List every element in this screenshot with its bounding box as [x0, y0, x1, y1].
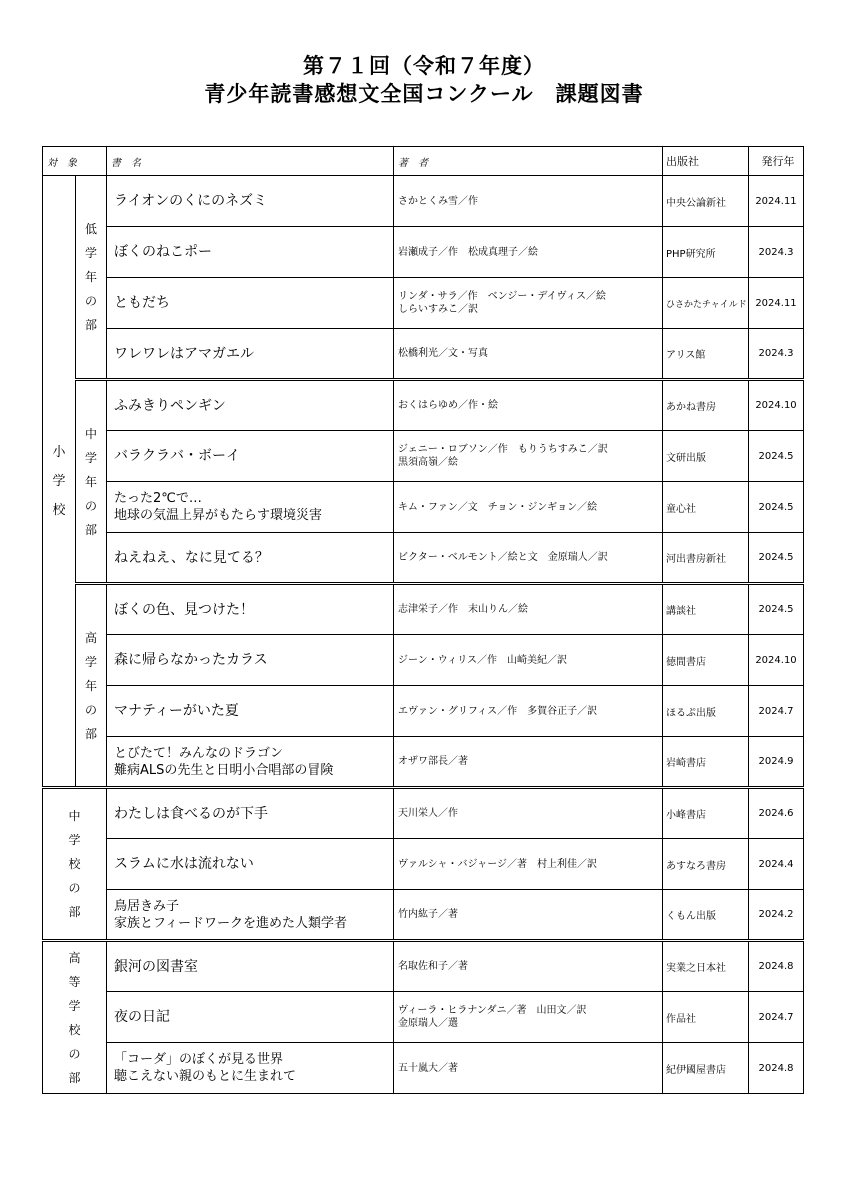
category-elementary: 小 学 校: [43, 176, 76, 788]
book-author-line: ヴァルシャ・バジャージ／著 村上利佳／訳: [398, 858, 598, 870]
book-title: [107, 482, 394, 533]
book-publisher: ひさかたチャイルド: [663, 278, 749, 329]
table-row: [43, 1043, 804, 1094]
book-year: 2024.8: [749, 941, 804, 992]
book-author: [394, 227, 663, 278]
book-author-line: 松橋利光／文・写真: [398, 348, 488, 359]
book-author: [394, 839, 663, 890]
book-year: 2024.3: [749, 329, 804, 380]
book-title: [107, 890, 394, 941]
book-year: 2024.5: [749, 482, 804, 533]
book-publisher: 童心社: [663, 482, 749, 533]
book-publisher: 講談社: [663, 584, 749, 635]
book-author: [394, 1043, 663, 1094]
book-author-line: リンダ・サラ／作 ベンジー・デイヴィス／絵: [398, 291, 607, 302]
book-title: [107, 176, 394, 227]
table-header-row: [43, 147, 804, 176]
table-row: [43, 431, 804, 482]
category-upper: 高 学 年 の 部: [76, 584, 107, 788]
book-title: [107, 227, 394, 278]
book-year: 2024.3: [749, 227, 804, 278]
book-author: [394, 941, 663, 992]
table-row: [43, 686, 804, 737]
book-title-line: ぼくの色、見つけた！: [114, 601, 254, 618]
book-title: [107, 329, 394, 380]
book-title-line: ともだち: [114, 295, 170, 311]
book-author-line: 五十嵐大／著: [398, 1062, 458, 1074]
table-row: [43, 584, 804, 635]
book-author-line: エヴァン・グリフィス／作 多賀谷正子／訳: [398, 705, 598, 717]
book-publisher: PHP研究所: [663, 227, 749, 278]
book-year: 2024.2: [749, 890, 804, 941]
book-author-line: 岩瀬成子／作 松成真理子／絵: [398, 246, 538, 258]
book-author: [394, 278, 663, 329]
table-row: [43, 482, 804, 533]
book-author: [394, 482, 663, 533]
book-author: [394, 431, 663, 482]
book-title: [107, 635, 394, 686]
book-author-line: キム・ファン／文 チョン・ジンギョン／絵: [398, 501, 598, 513]
book-author-line: 名取佐和子／著: [398, 961, 468, 972]
book-title: [107, 941, 394, 992]
book-author-line: 志津栄子／作 末山りん／絵: [398, 604, 528, 615]
header-book: 書 名: [107, 147, 394, 176]
book-title-line: ねえねえ、なに見てる？: [114, 549, 269, 566]
book-publisher: あかね書房: [663, 380, 749, 431]
book-author: [394, 635, 663, 686]
book-year: 2024.7: [749, 686, 804, 737]
category-junior-high: 中 学 校 の 部: [43, 788, 107, 941]
book-year: 2024.11: [749, 176, 804, 227]
book-author: [394, 737, 663, 788]
book-publisher: 岩崎書店: [663, 737, 749, 788]
book-author: [394, 890, 663, 941]
table-row: [43, 533, 804, 584]
book-title: [107, 278, 394, 329]
table-row: [43, 635, 804, 686]
book-year: 2024.5: [749, 533, 804, 584]
page-title-line1: 第７１回（令和７年度）: [303, 54, 545, 78]
book-title-line: ぼくのねこポー: [114, 244, 212, 260]
book-author-line: おくはらゆめ／作・絵: [398, 400, 498, 411]
book-publisher: くもん出版: [663, 890, 749, 941]
book-author-line: オザワ部長／著: [398, 756, 468, 767]
book-list-table: [42, 146, 804, 1094]
book-title-line: ふみきりペンギン: [114, 397, 226, 414]
book-author: [394, 533, 663, 584]
book-author-line: 天川栄人／作: [398, 808, 458, 819]
table-row: [43, 176, 804, 227]
book-author: [394, 788, 663, 839]
book-author-line: ビクター・ベルモント／絵と文 金原瑞人／訳: [398, 552, 608, 563]
book-title: [107, 533, 394, 584]
table-row: [43, 737, 804, 788]
book-publisher: あすなろ書房: [663, 839, 749, 890]
book-title: [107, 686, 394, 737]
book-publisher: 河出書房新社: [663, 533, 749, 584]
book-title: [107, 737, 394, 788]
book-year: 2024.10: [749, 635, 804, 686]
book-year: 2024.6: [749, 788, 804, 839]
book-title-line: とびたて！みんなのドラゴン: [114, 745, 284, 761]
book-author-line: ヴィーラ・ヒラナンダニ／著 山田文／訳: [398, 1005, 587, 1016]
book-title-line: たった2℃で…: [114, 491, 202, 506]
book-publisher: 徳間書店: [663, 635, 749, 686]
book-title-line: 銀河の図書室: [114, 958, 198, 975]
book-year: 2024.9: [749, 737, 804, 788]
book-publisher: ほるぷ出版: [663, 686, 749, 737]
book-publisher: 文研出版: [663, 431, 749, 482]
book-publisher: 紀伊國屋書店: [663, 1043, 749, 1094]
book-year: 2024.10: [749, 380, 804, 431]
book-year: 2024.11: [749, 278, 804, 329]
header-year: 発行年: [749, 147, 804, 176]
book-title: [107, 839, 394, 890]
category-lower: 低 学 年 の 部: [76, 176, 107, 380]
book-author: [394, 176, 663, 227]
header-author: 著 者: [394, 147, 663, 176]
book-title: [107, 380, 394, 431]
table-row: [43, 227, 804, 278]
book-publisher: 実業之日本社: [663, 941, 749, 992]
book-title-line: バラクラバ・ボーイ: [114, 448, 240, 464]
book-title-line: スラムに水は流れない: [114, 856, 254, 872]
book-author: [394, 686, 663, 737]
category-middle: 中 学 年 の 部: [76, 380, 107, 584]
table-row: [43, 329, 804, 380]
book-author-line: 黒須高嶺／絵: [398, 457, 458, 468]
book-author-line: 竹内紘子／著: [398, 909, 458, 920]
book-year: 2024.4: [749, 839, 804, 890]
book-publisher: アリス館: [663, 329, 749, 380]
book-title-line: わたしは食べるのが下手: [114, 805, 268, 822]
book-title: [107, 584, 394, 635]
book-title-line: 夜の日記: [114, 1009, 170, 1025]
book-publisher: 小峰書店: [663, 788, 749, 839]
category-high-school: 高 等 学 校 の 部: [43, 941, 107, 1094]
book-author: [394, 380, 663, 431]
book-author: [394, 992, 663, 1043]
table-row: [43, 380, 804, 431]
book-year: 2024.8: [749, 1043, 804, 1094]
book-title-line: 鳥居きみ子: [114, 898, 180, 914]
book-title: [107, 992, 394, 1043]
header-target: 対 象: [43, 147, 107, 176]
book-publisher: 作品社: [663, 992, 749, 1043]
page-title-line2: 青少年読書感想文全国コンクール 課題図書: [204, 82, 644, 106]
book-title: [107, 431, 394, 482]
table-row: [43, 890, 804, 941]
book-author: [394, 329, 663, 380]
book-title-line: 家族とフィードワークを進めた人類学者: [114, 915, 347, 931]
book-title: [107, 788, 394, 839]
table-row: [43, 839, 804, 890]
book-title-line: ワレワレはアマガエル: [114, 345, 254, 362]
book-year: 2024.5: [749, 584, 804, 635]
book-author: [394, 584, 663, 635]
book-author-line: ジーン・ウィリス／作 山崎美紀／訳: [398, 654, 567, 666]
table-row: [43, 278, 804, 329]
book-author-line: さかとくみ雪／作: [398, 195, 478, 207]
book-title-line: 地球の気温上昇がもたらす環境災害: [114, 508, 323, 523]
book-publisher: 中央公論新社: [663, 176, 749, 227]
table-row: [43, 992, 804, 1043]
table-row: [43, 788, 804, 839]
book-title-line: ライオンのくにのネズミ: [114, 193, 268, 209]
book-year: 2024.7: [749, 992, 804, 1043]
book-title-line: 聴こえない親のもとに生まれて: [114, 1069, 297, 1084]
book-author-line: ジェニー・ロブソン／作 もりうちすみこ／訳: [398, 444, 608, 455]
book-author-line: 金原瑞人／選: [398, 1018, 458, 1029]
book-title-line: 「コーダ」のぼくが見る世界: [114, 1052, 284, 1067]
book-title-line: マナティーがいた夏: [114, 703, 239, 719]
header-publisher: 出版社: [663, 147, 749, 176]
book-title-line: 難病ALSの先生と日明小合唱部の冒険: [114, 762, 334, 778]
book-title: [107, 1043, 394, 1094]
table-row: [43, 941, 804, 992]
book-year: 2024.5: [749, 431, 804, 482]
book-title-line: 森に帰らなかったカラス: [114, 652, 268, 668]
book-author-line: しらいすみこ／訳: [398, 304, 478, 315]
